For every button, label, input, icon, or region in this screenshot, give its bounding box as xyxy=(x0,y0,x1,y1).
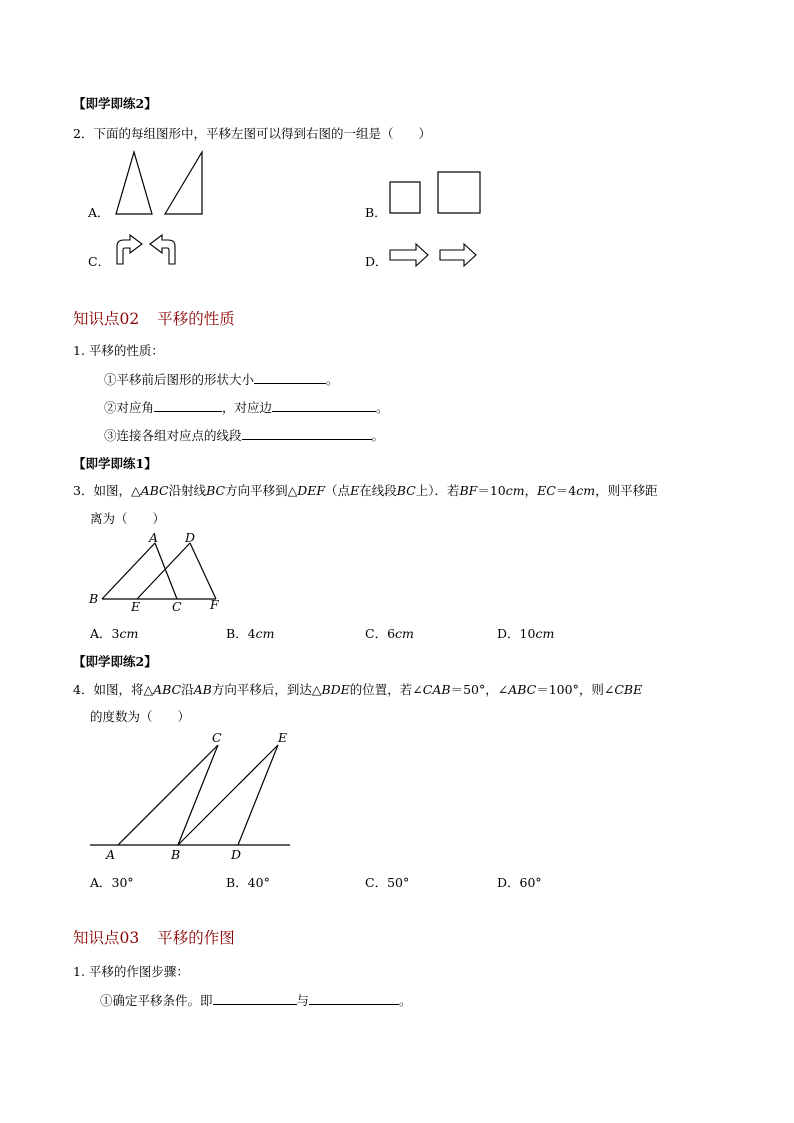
text: 沿射线 xyxy=(168,483,207,498)
q3-option-c[interactable] xyxy=(365,624,414,642)
text: 沿 xyxy=(181,682,194,697)
option-text: D．10 xyxy=(497,626,536,641)
text: ＝4 xyxy=(555,483,577,498)
kp02-number: 知识点02 xyxy=(73,310,140,328)
option-a-triangles xyxy=(110,148,210,218)
option-text: A．3 xyxy=(90,626,120,641)
q3-option-a[interactable] xyxy=(90,624,138,642)
practice-tag: 【即学即练1】 xyxy=(73,456,157,471)
label-c: C xyxy=(212,730,222,745)
option-d-arrows xyxy=(388,240,483,270)
q3-option-b[interactable] xyxy=(226,624,275,642)
kp03-item-1: 1. 平移的作图步骤： xyxy=(73,964,189,979)
text: CAB xyxy=(422,682,451,697)
text: （点 xyxy=(325,483,351,498)
kp02-line-2 xyxy=(104,398,389,416)
small-square xyxy=(390,182,420,213)
question-3-figure xyxy=(86,528,236,618)
label-c: C xyxy=(172,599,182,614)
segment-ed xyxy=(137,543,190,599)
text: CBE xyxy=(614,682,643,697)
text: ＝10 xyxy=(477,483,506,498)
text: BF xyxy=(459,483,478,498)
text: ＝50°，∠ xyxy=(450,682,509,697)
text: DEF xyxy=(297,483,326,498)
text: ，则平移距 xyxy=(595,483,658,498)
line-end: 。 xyxy=(399,993,412,1008)
practice-tag: 【即学即练2】 xyxy=(73,654,157,669)
label-f: F xyxy=(210,597,219,612)
label-b: B xyxy=(89,591,99,606)
q4-option-d[interactable]: D．60° xyxy=(497,875,542,890)
q4-option-a[interactable]: A．30° xyxy=(90,875,134,890)
section-heading-kp02 xyxy=(73,307,235,329)
fill-blank[interactable] xyxy=(154,398,222,412)
kp02-title: 平移的性质 xyxy=(157,310,235,328)
question-3-stem xyxy=(73,481,658,499)
right-arrow-icon-2 xyxy=(440,244,476,266)
fill-blank[interactable] xyxy=(242,426,372,440)
segment-ed xyxy=(238,745,278,845)
label-d: D xyxy=(185,530,196,545)
kp02-line-1 xyxy=(104,370,339,388)
option-b-label[interactable]: B． xyxy=(365,205,387,220)
segment-be xyxy=(178,745,278,845)
text: ＝100°，则∠ xyxy=(536,682,615,697)
text: 4．如图，将△ xyxy=(73,682,154,697)
option-b-squares xyxy=(385,168,485,218)
option-text: B．4 xyxy=(226,626,256,641)
option-c-label[interactable]: C． xyxy=(88,254,111,269)
option-unit: cm xyxy=(395,626,414,641)
text: ABC xyxy=(153,682,182,697)
fill-blank[interactable] xyxy=(213,991,297,1005)
label-b: B xyxy=(171,847,181,862)
q4-option-c[interactable]: C．50° xyxy=(365,875,410,890)
label-a: A xyxy=(149,530,159,545)
text: BC xyxy=(396,483,416,498)
kp02-item-1: 1. 平移的性质： xyxy=(73,343,164,358)
question-2-stem: 2．下面的每组图形中，平移左图可以得到右图的一组是（ ） xyxy=(73,126,431,141)
option-unit: cm xyxy=(119,626,139,641)
text: BDE xyxy=(321,682,350,697)
fill-blank[interactable] xyxy=(254,370,326,384)
text: cm xyxy=(576,483,596,498)
line-end: 。 xyxy=(371,428,385,443)
isosceles-triangle xyxy=(116,152,152,214)
text: E xyxy=(350,483,360,498)
option-d-label[interactable]: D． xyxy=(365,254,388,269)
label-e: E xyxy=(131,599,141,614)
left-turn-arrow-icon xyxy=(150,235,175,264)
line-text: 与 xyxy=(296,993,310,1008)
text: EC xyxy=(537,483,556,498)
section-heading-kp03 xyxy=(73,926,235,948)
question-4-stem xyxy=(73,680,642,698)
right-arrow-icon-1 xyxy=(390,244,428,266)
text: ABC xyxy=(508,682,537,697)
text: 方向平移后，到达△ xyxy=(211,682,322,697)
text: ABC xyxy=(140,483,169,498)
kp03-line-1 xyxy=(100,991,412,1009)
segment-ac xyxy=(155,543,177,599)
text: 上）．若 xyxy=(415,483,460,498)
line-end: 。 xyxy=(326,372,339,387)
line-text: ①平移前后图形的形状大小 xyxy=(104,372,255,387)
question-4-stem-line-2: 的度数为（ ） xyxy=(90,709,191,724)
option-text: C．6 xyxy=(365,626,396,641)
fill-blank[interactable] xyxy=(309,991,399,1005)
label-d: D xyxy=(231,847,242,862)
label-e: E xyxy=(278,730,288,745)
segment-cb xyxy=(178,745,218,845)
large-square xyxy=(438,172,480,213)
segment-ac xyxy=(118,745,218,845)
line-text: ①确定平移条件。即 xyxy=(100,993,213,1008)
line-end: 。 xyxy=(376,400,389,415)
kp03-title: 平移的作图 xyxy=(157,929,235,947)
segment-df xyxy=(190,543,216,599)
fill-blank[interactable] xyxy=(272,398,376,412)
text: BC xyxy=(206,483,226,498)
text: ， xyxy=(524,483,538,498)
line-text: ，对应边 xyxy=(222,400,273,415)
text: 的位置，若∠ xyxy=(349,682,423,697)
label-a: A xyxy=(106,847,116,862)
question-3-stem-line-2: 离为（ ） xyxy=(90,511,166,526)
right-triangle xyxy=(165,152,202,214)
question-4-figure xyxy=(88,728,298,863)
text: 在线段 xyxy=(359,483,397,498)
practice-tag: 【即学即练2】 xyxy=(73,96,157,111)
text: 3．如图，△ xyxy=(73,483,141,498)
text: cm xyxy=(505,483,525,498)
line-text: ②对应角 xyxy=(104,400,155,415)
line-text: ③连接各组对应点的线段 xyxy=(104,428,242,443)
option-unit: cm xyxy=(535,626,555,641)
kp03-number: 知识点03 xyxy=(73,929,140,947)
q4-option-b[interactable]: B．40° xyxy=(226,875,270,890)
option-unit: cm xyxy=(255,626,275,641)
right-turn-arrow-icon xyxy=(117,235,142,264)
segment-ba xyxy=(102,543,155,599)
kp02-line-3 xyxy=(104,426,384,444)
option-c-turn-arrows xyxy=(108,226,188,268)
q3-option-d[interactable] xyxy=(497,624,554,642)
text: 方向平移到△ xyxy=(225,483,298,498)
option-a-label[interactable]: A． xyxy=(88,205,110,220)
text: AB xyxy=(193,682,212,697)
